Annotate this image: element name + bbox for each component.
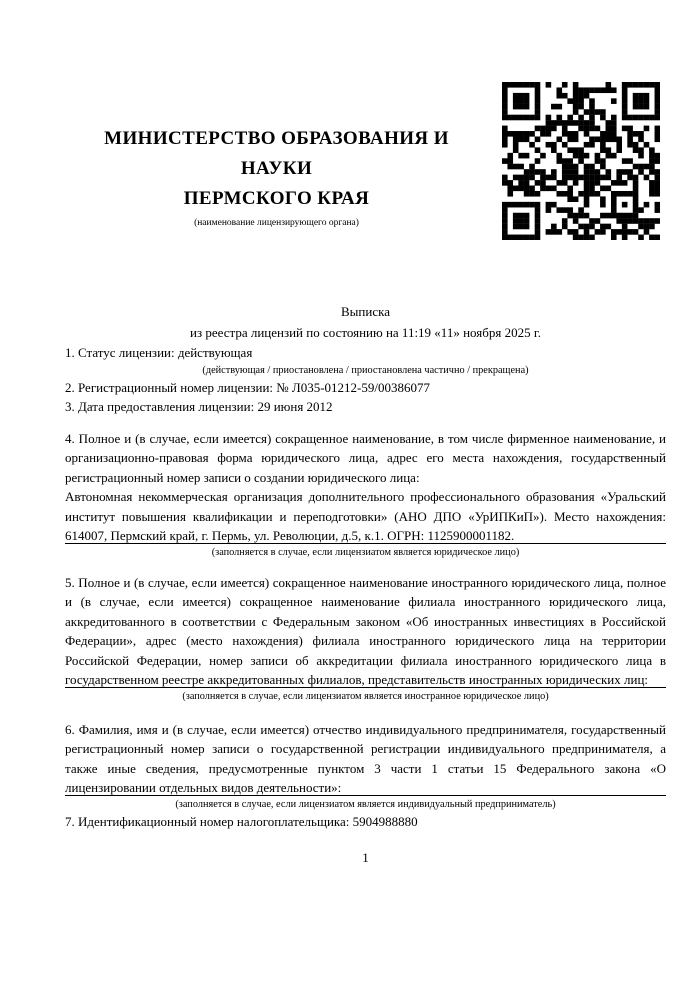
item-4-legal-entity-label: 4. Полное и (в случае, если имеется) сокращенное наименование, в том числе фирменное наименование, и организационно-правовая форма юридического лица, адрес его места нахождения, государственный регистрационный номер записи о создании юридического лица: — [65, 430, 666, 485]
item-5-foreign-entity-label: 5. Полное и (в случае, если имеется) сокращенное наименование иностранного юридического лица, полное и (в случае, если имеется) сокращенное наименование филиала иностранного юридического лица, аккредитованного в соответствии с Федеральным законом «Об иностранных инвестициях в Российской Федерации», адрес (место нахождения) филиала иностранного юридического лица на территории Российской Федерации, номер записи об аккредитации филиала иностранного юридического лица в государственном реестре аккредитованных филиалов, представительств иностранных юридических лиц: — [65, 574, 666, 687]
doc-title-block — [65, 301, 666, 343]
doc-subtitle: из реестра лицензий по состоянию на 11:19 «11» ноября 2025 г. — [190, 325, 541, 340]
item-1-license-status: 1. Статус лицензии: действующая — [65, 345, 253, 360]
ministry-caption: (наименование лицензирующего органа) — [194, 218, 359, 228]
item-7-taxpayer-number: 7. Идентификационный номер налогоплательщика: 5904988880 — [65, 813, 418, 829]
item-4-caption: (заполняется в случае, если лицензиатом является юридическое лицо) — [211, 546, 520, 558]
page-number: 1 — [362, 850, 369, 865]
item-6-entrepreneur-label: 6. Фамилия, имя и (в случае, если имеется) отчество индивидуального предпринимателя, государственный регистрационный номер записи о государственной регистрации индивидуального предпринимателя, а также иные сведения, предусмотренные пунктом 3 части 1 статьи 15 Федерального закона «О лицензировании отдельных видов деятельности»: — [65, 721, 666, 795]
ministry-name-line2: ПЕРМСКОГО КРАЯ — [183, 188, 370, 209]
item-3-grant-date: 3. Дата предоставления лицензии: 29 июня 2012 — [65, 399, 333, 414]
ministry-header — [66, 124, 487, 230]
document-body — [65, 301, 666, 868]
doc-title: Выписка — [341, 304, 390, 319]
item-4-legal-entity-value: Автономная некоммерческая организация дополнительного профессионального образования «Уральский институт повышения квалификации и переподготовки» (АНО ДПО «УрИПКиП»). Место нахождения: 614007, Пермский край, г. Пермь, ул. Революции, д.5, к.1. ОГРН: 1125900001182. — [65, 489, 666, 543]
ministry-name-line1: МИНИСТЕРСТВО ОБРАЗОВАНИЯ И НАУКИ — [104, 128, 449, 179]
item-6-caption: (заполняется в случае, если лицензиатом является индивидуальный предприниматель) — [175, 798, 556, 810]
item-2-registration-number: 2. Регистрационный номер лицензии: № Л035-01212-59/00386077 — [65, 379, 431, 395]
item-5-caption: (заполняется в случае, если лицензиатом является иностранное юридическое лицо) — [182, 690, 549, 702]
item-1-caption: (действующая / приостановлена / приостановлена частично / прекращена) — [202, 364, 529, 376]
qr-code-icon — [502, 82, 660, 240]
